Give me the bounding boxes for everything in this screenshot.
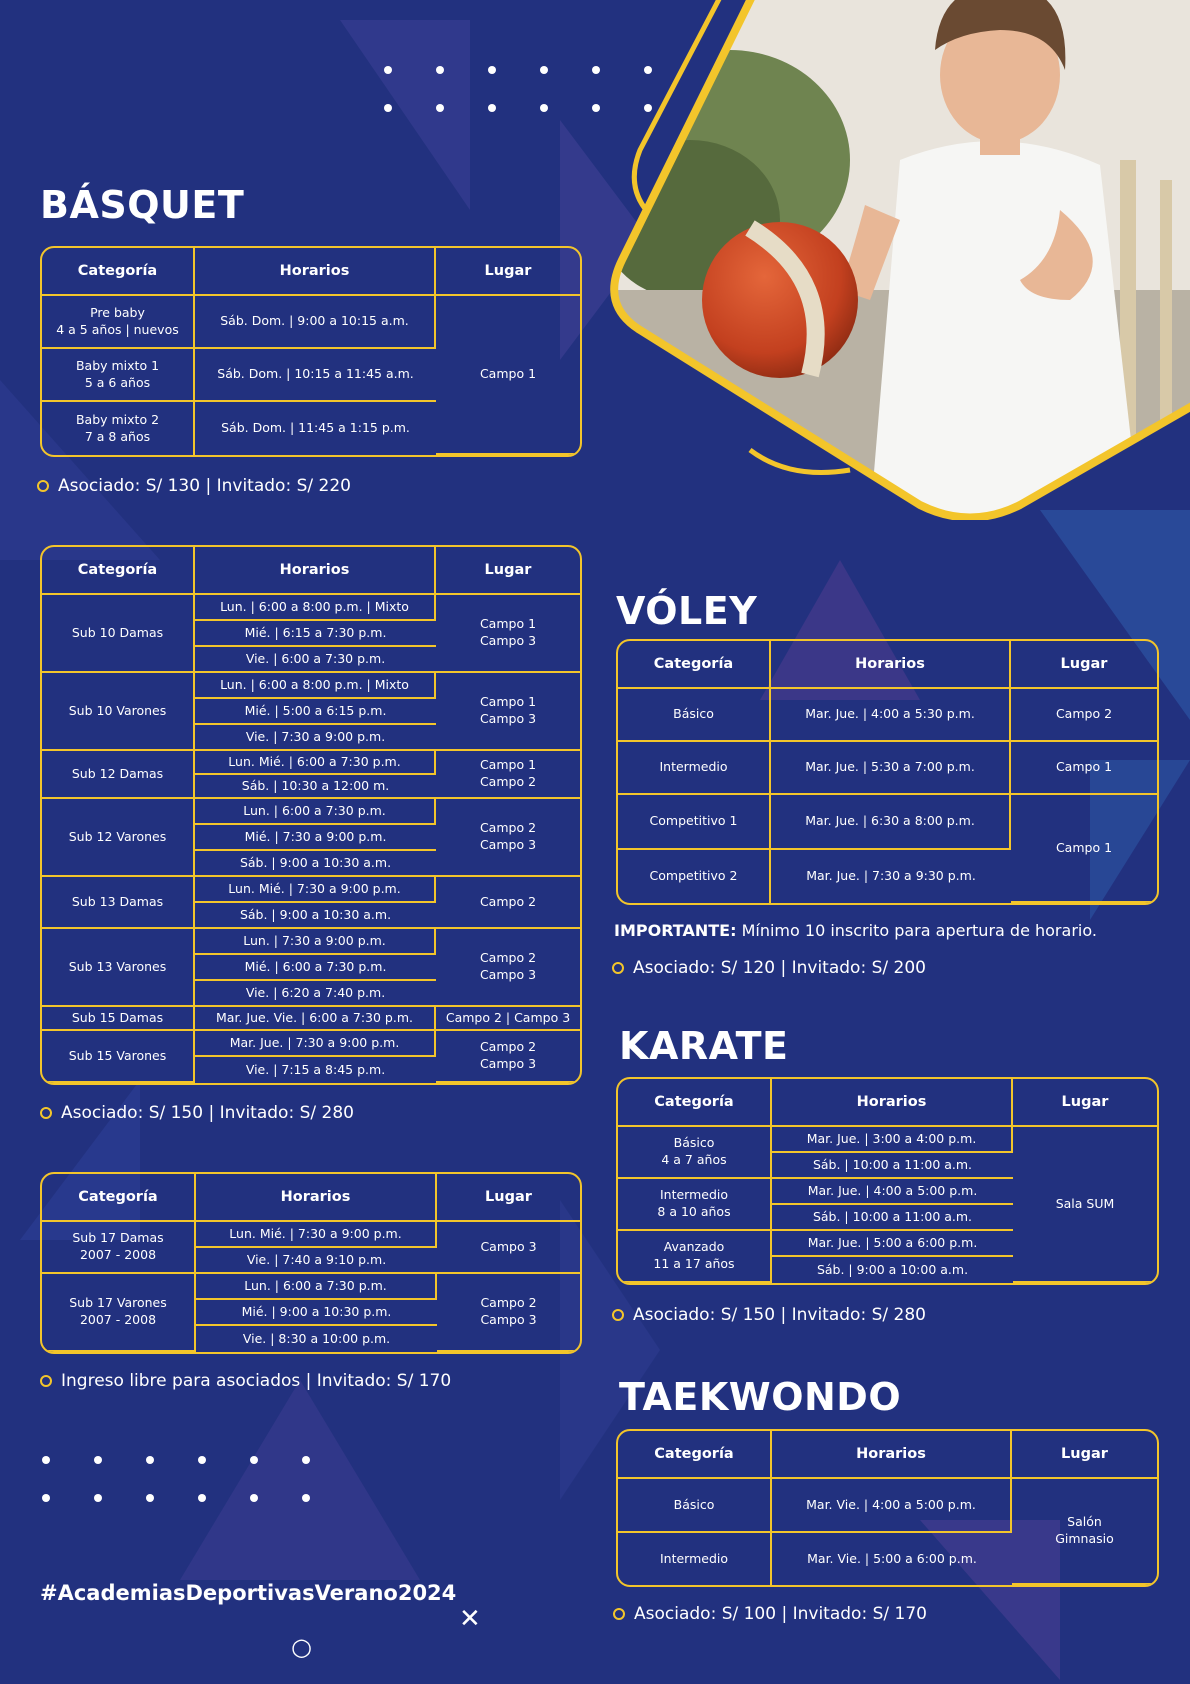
schedule-cell: Lun. | 6:00 a 8:00 p.m. | Mixto: [195, 673, 436, 699]
karate-title: KARATE: [619, 1024, 789, 1068]
lugar-cell: Campo 1: [1011, 742, 1157, 795]
header-lugar: Lugar: [437, 1174, 580, 1222]
schedule-cell: Lun. Mié. | 6:00 a 7:30 p.m.: [195, 751, 436, 775]
lugar-line: Campo 2: [479, 774, 537, 789]
category-sub: 7 a 8 años: [84, 428, 151, 444]
header-categoria: Categoría: [618, 641, 771, 689]
lugar-cell: Campo 2 | Campo 3: [436, 1007, 580, 1031]
schedule-cell: Lun. | 6:00 a 8:00 p.m. | Mixto: [195, 595, 436, 621]
header-lugar: Lugar: [1013, 1079, 1157, 1127]
schedule-cell: Mar. Jue. | 5:00 a 6:00 p.m.: [772, 1231, 1013, 1257]
schedule-cell: Mar. Vie. | 5:00 a 6:00 p.m.: [807, 1550, 977, 1566]
schedule-cell: Mar. Jue. | 5:30 a 7:00 p.m.: [771, 742, 1011, 795]
dot: [94, 1456, 102, 1464]
category-label: Avanzado: [663, 1239, 725, 1255]
lugar-line: Campo 3: [479, 837, 537, 852]
category-sub: 4 a 7 años: [661, 1152, 727, 1167]
category-cell: Sub 10 Varones: [42, 673, 195, 751]
header-lugar: Lugar: [436, 248, 580, 296]
category-cell: Sub 12 Varones: [42, 799, 195, 877]
header-categoria: Categoría: [618, 1079, 772, 1127]
schedule-cell: Vie. | 7:15 a 8:45 p.m.: [245, 1061, 386, 1077]
voley-price: [612, 958, 926, 978]
schedule-cell: Sáb. Dom. | 9:00 a 10:15 a.m.: [195, 296, 436, 349]
schedule-cell: Mié. | 7:30 a 9:00 p.m.: [195, 825, 436, 851]
hero-photo-illustration: [600, 0, 1190, 520]
schedule-cell: Sáb. | 9:00 a 10:00 a.m.: [816, 1261, 969, 1277]
schedule-cell: Mar. Vie. | 4:00 a 5:00 p.m.: [772, 1479, 1012, 1533]
lugar-cell: [436, 929, 580, 1007]
lugar-cell: Sala SUM: [1013, 1127, 1157, 1283]
category-label: Sub 17 Varones: [69, 1295, 167, 1311]
x-mark-icon: ✕: [459, 1604, 481, 1634]
category-cell: Sub 15 Damas: [42, 1007, 195, 1031]
dot: [250, 1456, 258, 1464]
dot: [592, 104, 600, 112]
lugar-cell: [436, 751, 580, 799]
karate-price: [612, 1305, 926, 1325]
schedule-cell: Vie. | 7:30 a 9:00 p.m.: [195, 725, 436, 751]
dot: [146, 1456, 154, 1464]
category-sub: 4 a 5 años | nuevos: [56, 321, 179, 337]
schedule-cell: Lun. | 6:00 a 7:30 p.m.: [195, 799, 436, 825]
schedule-cell: Sáb. Dom. | 10:15 a 11:45 a.m.: [195, 349, 436, 402]
schedule-cell: Mar. Jue. | 6:30 a 8:00 p.m.: [771, 795, 1011, 850]
schedule-cell: Mar. Jue. | 7:30 a 9:00 p.m.: [195, 1031, 436, 1057]
header-lugar: Lugar: [1012, 1431, 1157, 1479]
basquet-table-3: [40, 1172, 582, 1354]
dot: [302, 1456, 310, 1464]
header-categoria: Categoría: [42, 1174, 196, 1222]
header-horarios: Horarios: [196, 1174, 437, 1222]
category-cell: [42, 349, 195, 402]
schedule-cell: Sáb. | 9:00 a 10:30 a.m.: [195, 903, 436, 929]
schedule-cell: Mar. Jue. | 3:00 a 4:00 p.m.: [772, 1127, 1013, 1153]
karate-table: [616, 1077, 1159, 1285]
note-label: IMPORTANTE:: [614, 921, 737, 940]
schedule-cell: Sáb. | 10:30 a 12:00 m.: [195, 775, 436, 799]
header-horarios: Horarios: [771, 641, 1011, 689]
basquet-price-3: [40, 1371, 451, 1391]
category-cell: Sub 13 Varones: [42, 929, 195, 1007]
taekwondo-title: TAEKWONDO: [619, 1375, 902, 1419]
category-cell: Intermedio: [618, 1533, 772, 1585]
header-categoria: Categoría: [618, 1431, 772, 1479]
schedule-cell: Lun. | 6:00 a 7:30 p.m.: [196, 1274, 437, 1300]
header-horarios: Horarios: [772, 1079, 1013, 1127]
category-sub: 8 a 10 años: [657, 1204, 731, 1219]
lugar-line: Gimnasio: [1055, 1531, 1114, 1546]
basquet-table-1: [40, 246, 582, 457]
category-label: Sub 17 Damas: [72, 1230, 164, 1246]
schedule-cell: Lun. Mié. | 7:30 a 9:00 p.m.: [196, 1222, 437, 1248]
category-cell: Básico: [618, 1479, 772, 1533]
lugar-cell: [436, 595, 580, 673]
category-cell: [618, 1127, 772, 1179]
lugar-line: Campo 3: [479, 633, 537, 648]
basquet-price-2: [40, 1103, 354, 1123]
category-sub: 2007 - 2008: [79, 1247, 157, 1262]
lugar-line: Campo 2: [480, 1295, 537, 1311]
schedule-cell: Mié. | 6:00 a 7:30 p.m.: [195, 955, 436, 981]
schedule-cell: Lun. | 7:30 a 9:00 p.m.: [195, 929, 436, 955]
category-cell: Sub 12 Damas: [42, 751, 195, 799]
schedule-cell: Sáb. | 10:00 a 11:00 a.m.: [772, 1205, 1013, 1231]
schedule-cell: Sáb. | 9:00 a 10:30 a.m.: [195, 851, 436, 877]
circle-mark-icon: ○: [291, 1633, 312, 1661]
lugar-cell: Campo 2: [1011, 689, 1157, 742]
category-label: Pre baby: [90, 304, 145, 320]
lugar-line: Salón: [1067, 1514, 1102, 1530]
category-cell: [42, 1274, 196, 1352]
lugar-cell: [436, 799, 580, 877]
lugar-cell: Campo 3: [437, 1222, 580, 1274]
lugar-line: Campo 2: [479, 820, 537, 836]
lugar-line: Campo 1: [479, 757, 537, 773]
dot: [540, 66, 548, 74]
dot: [540, 104, 548, 112]
dot: [198, 1456, 206, 1464]
lugar-line: Campo 3: [480, 1312, 537, 1327]
header-lugar: Lugar: [436, 547, 580, 595]
voley-important-note: [614, 921, 1097, 940]
schedule-cell: Vie. | 6:00 a 7:30 p.m.: [195, 647, 436, 673]
header-horarios: Horarios: [195, 547, 436, 595]
bullet-ring-icon: [612, 962, 624, 974]
schedule-cell: Mar. Jue. | 4:00 a 5:00 p.m.: [772, 1179, 1013, 1205]
dot: [436, 66, 444, 74]
lugar-cell: [436, 673, 580, 751]
price-text: Asociado: S/ 130 | Invitado: S/ 220: [58, 476, 351, 496]
category-cell: [42, 402, 195, 455]
taekwondo-price: [613, 1604, 927, 1624]
category-label: Baby mixto 1: [75, 357, 160, 373]
category-cell: Intermedio: [618, 742, 771, 795]
taekwondo-table: [616, 1429, 1159, 1587]
lugar-line: Campo 1: [479, 694, 537, 710]
schedule-cell: Vie. | 8:30 a 10:00 p.m.: [242, 1330, 391, 1346]
category-cell: Sub 15 Varones: [42, 1031, 195, 1083]
lugar-cell: Campo 2: [436, 877, 580, 929]
lugar-cell: [1012, 1479, 1157, 1585]
header-horarios: Horarios: [772, 1431, 1012, 1479]
voley-table: [616, 639, 1159, 905]
category-cell: Básico: [618, 689, 771, 742]
bullet-ring-icon: [613, 1608, 625, 1620]
bullet-ring-icon: [37, 480, 49, 492]
lugar-line: Campo 1: [479, 616, 537, 632]
category-cell: [42, 1222, 196, 1274]
basquet-table-2: [40, 545, 582, 1085]
schedule-cell: Mar. Jue. | 7:30 a 9:30 p.m.: [806, 868, 976, 884]
schedule-cell: Sáb. Dom. | 11:45 a 1:15 p.m.: [221, 420, 410, 436]
lugar-cell: [436, 1031, 580, 1083]
category-sub: 11 a 17 años: [653, 1256, 735, 1271]
lugar-line: Campo 3: [479, 967, 537, 982]
header-lugar: Lugar: [1011, 641, 1157, 689]
bullet-ring-icon: [612, 1309, 624, 1321]
header-categoria: Categoría: [42, 547, 195, 595]
dot: [94, 1494, 102, 1502]
category-cell: Competitivo 2: [618, 850, 771, 903]
lugar-cell: Campo 1: [1011, 795, 1157, 903]
schedule-cell: Mié. | 6:15 a 7:30 p.m.: [195, 621, 436, 647]
category-sub: 5 a 6 años: [84, 374, 151, 390]
schedule-cell: Vie. | 7:40 a 9:10 p.m.: [196, 1248, 437, 1274]
dot: [384, 104, 392, 112]
schedule-cell: Mar. Jue. | 4:00 a 5:30 p.m.: [771, 689, 1011, 742]
dot: [592, 66, 600, 74]
hero-photo: [600, 0, 1190, 520]
category-sub: 2007 - 2008: [79, 1312, 157, 1327]
bullet-ring-icon: [40, 1375, 52, 1387]
category-cell: [618, 1179, 772, 1231]
dot: [42, 1494, 50, 1502]
bullet-ring-icon: [40, 1107, 52, 1119]
price-text: Asociado: S/ 120 | Invitado: S/ 200: [633, 958, 926, 978]
schedule-cell: Mié. | 5:00 a 6:15 p.m.: [195, 699, 436, 725]
schedule-cell: Vie. | 6:20 a 7:40 p.m.: [195, 981, 436, 1007]
dot: [42, 1456, 50, 1464]
schedule-cell: Mié. | 9:00 a 10:30 p.m.: [196, 1300, 437, 1326]
lugar-line: Campo 2: [479, 950, 537, 966]
category-cell: Sub 13 Damas: [42, 877, 195, 929]
dot: [198, 1494, 206, 1502]
dot: [384, 66, 392, 74]
dot: [250, 1494, 258, 1502]
note-text: Mínimo 10 inscrito para apertura de horario.: [736, 921, 1097, 940]
category-cell: [618, 1231, 772, 1283]
header-horarios: Horarios: [195, 248, 436, 296]
basquet-title: BÁSQUET: [40, 183, 245, 227]
category-label: Baby mixto 2: [75, 411, 160, 427]
lugar-cell: [437, 1274, 580, 1352]
header-categoria: Categoría: [42, 248, 195, 296]
lugar-line: Campo 3: [479, 1056, 537, 1071]
hashtag: #AcademiasDeportivasVerano2024: [40, 1581, 457, 1605]
price-text: Asociado: S/ 150 | Invitado: S/ 280: [61, 1103, 354, 1123]
voley-title: VÓLEY: [616, 589, 758, 633]
schedule-cell: Lun. Mié. | 7:30 a 9:00 p.m.: [195, 877, 436, 903]
schedule-cell: Sáb. | 10:00 a 11:00 a.m.: [772, 1153, 1013, 1179]
category-label: Básico: [673, 1135, 715, 1151]
price-text: Ingreso libre para asociados | Invitado: S/ 170: [61, 1371, 452, 1391]
category-cell: Sub 10 Damas: [42, 595, 195, 673]
lugar-cell: Campo 1: [436, 296, 580, 455]
category-cell: [42, 296, 195, 349]
dot: [146, 1494, 154, 1502]
dot: [302, 1494, 310, 1502]
basquet-price-1: [37, 476, 351, 496]
dot: [488, 104, 496, 112]
category-label: Intermedio: [659, 1187, 729, 1203]
dot: [488, 66, 496, 74]
price-text: Asociado: S/ 100 | Invitado: S/ 170: [634, 1604, 927, 1624]
category-cell: Competitivo 1: [618, 795, 771, 850]
price-text: Asociado: S/ 150 | Invitado: S/ 280: [633, 1305, 926, 1325]
schedule-cell: Mar. Jue. Vie. | 6:00 a 7:30 p.m.: [195, 1007, 436, 1031]
dot: [436, 104, 444, 112]
lugar-line: Campo 3: [479, 711, 537, 726]
lugar-line: Campo 2: [479, 1039, 537, 1055]
dot-grid-bottom: [42, 1456, 312, 1506]
